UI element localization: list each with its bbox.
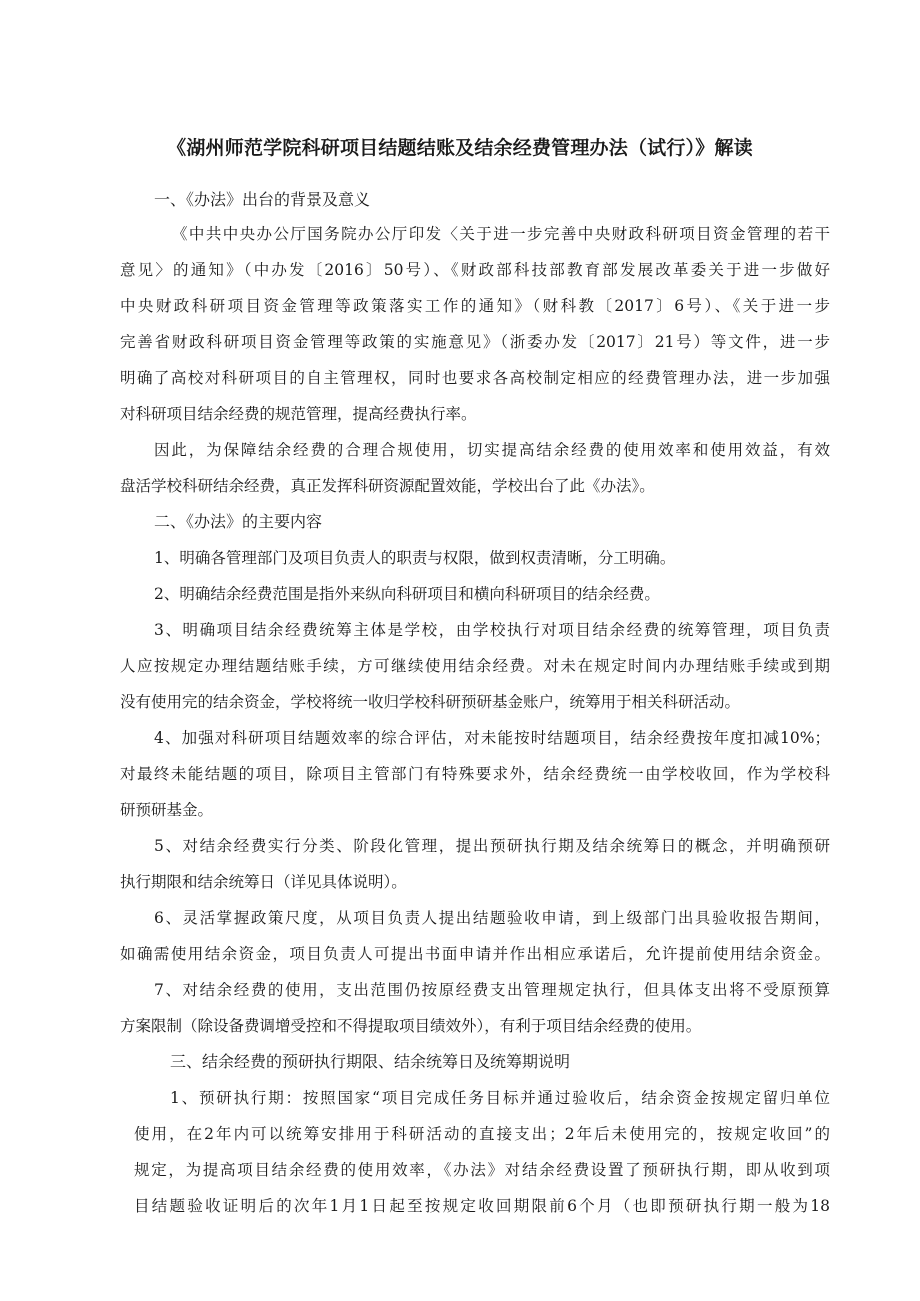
list-item-line: 对最终未能结题的项目，除项目主管部门有特殊要求外，结余经费统一由学校收回，作为学校科 xyxy=(120,765,830,783)
section-heading: 三、结余经费的预研执行期限、结余统筹日及统筹期说明 xyxy=(170,1052,571,1071)
paragraph-line: 因此，为保障结余经费的合理合规使用，切实提高结余经费的使用效率和使用效益，有效 xyxy=(154,441,830,459)
list-item-line: 人应按规定办理结题结账手续，方可继续使用结余经费。对未在规定时间内办理结账手续或到期 xyxy=(120,657,830,675)
list-item: 6、灵活掌握政策尺度，从项目负责人提出结题验收申请，到上级部门出具验收报告期间， xyxy=(154,909,830,927)
list-item: 2、明确结余经费范围是指外来纵向科研项目和横向科研项目的结余经费。 xyxy=(154,585,660,603)
list-item-line: 使用，在2年内可以统筹安排用于科研活动的直接支出；2年后未使用完的，按规定收回”的 xyxy=(134,1125,830,1143)
list-item-line: 没有使用完的结余资金，学校将统一收归学校科研预研基金账户，统筹用于相关科研活动。 xyxy=(120,693,741,711)
paragraph-line: 意见〉的通知》（中办发〔2016〕50号）、《财政部科技部教育部发展改革委关于进一步做好 xyxy=(120,261,830,279)
section-heading: 二、《办法》的主要内容 xyxy=(154,512,323,531)
list-item-line: 执行期限和结余统筹日（详见具体说明）。 xyxy=(120,873,407,891)
list-item: 3、明确项目结余经费统筹主体是学校，由学校执行对项目结余经费的统筹管理，项目负责 xyxy=(154,621,830,639)
paragraph-line: 明确了高校对科研项目的自主管理权，同时也要求各高校制定相应的经费管理办法，进一步加强 xyxy=(120,369,830,387)
list-item-line: 方案限制（除设备费调增受控和不得提取项目绩效外），有利于项目结余经费的使用。 xyxy=(120,1017,702,1035)
paragraph-line: 对科研项目结余经费的规范管理，提高经费执行率。 xyxy=(120,405,477,423)
list-item: 4、加强对科研项目结题效率的综合评估，对未能按时结题项目，结余经费按年度扣减10%； xyxy=(154,729,830,747)
section-heading: 一、《办法》出台的背景及意义 xyxy=(154,190,371,209)
document-title: 《湖州师范学院科研项目结题结账及结余经费管理办法（试行）》解读 xyxy=(167,137,753,159)
list-item: 1、明确各管理部门及项目负责人的职责与权限，做到权责清晰，分工明确。 xyxy=(154,549,676,567)
list-item: 5、对结余经费实行分类、阶段化管理，提出预研执行期及结余统筹日的概念，并明确预研 xyxy=(154,837,830,855)
list-item-line: 如确需使用结余资金，项目负责人可提出书面申请并作出相应承诺后，允许提前使用结余资金。 xyxy=(120,945,830,963)
list-item-line: 研预研基金。 xyxy=(120,801,214,819)
paragraph-line: 完善省财政科研项目资金管理等政策的实施意见》（浙委办发〔2017〕21号）等文件，进一步 xyxy=(120,333,830,351)
list-item-line: 目结题验收证明后的次年1月1日起至按规定收回期限前6个月（也即预研执行期一般为18 xyxy=(134,1197,830,1215)
list-item: 1、预研执行期：按照国家“项目完成任务目标并通过验收后，结余资金按规定留归单位 xyxy=(170,1089,830,1107)
paragraph-line: 中央财政科研项目资金管理等政策落实工作的通知》（财科教〔2017〕6号）、《关于进一步 xyxy=(120,297,830,315)
list-item-line: 规定，为提高项目结余经费的使用效率，《办法》对结余经费设置了预研执行期，即从收到项 xyxy=(134,1161,830,1179)
paragraph-line: 盘活学校科研结余经费，真正发挥科研资源配置效能，学校出台了此《办法》。 xyxy=(120,477,655,495)
paragraph-line: 《中共中央办公厅国务院办公厅印发〈关于进一步完善中央财政科研项目资金管理的若干 xyxy=(172,225,830,243)
list-item: 7、对结余经费的使用，支出范围仍按原经费支出管理规定执行，但具体支出将不受原预算 xyxy=(154,981,830,999)
